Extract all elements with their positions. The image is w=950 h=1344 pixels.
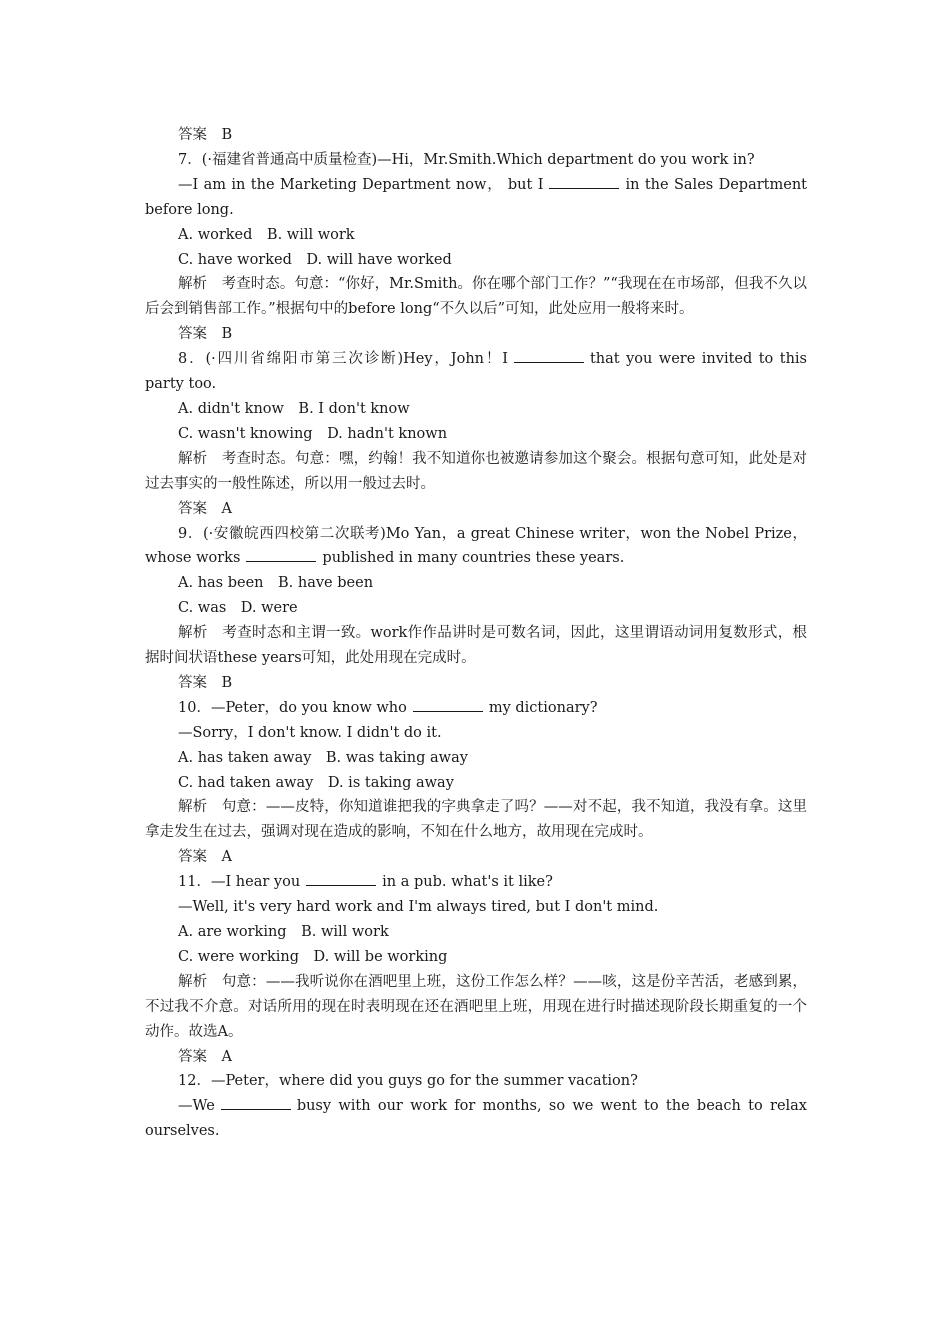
analysis-paragraph: 解析 句意：——皮特，你知道谁把我的字典拿走了吗？——对不起，我不知道，我没有拿。这里拿走发生在过去，强调对现在造成的影响，不知在什么地方，故用现在完成时。 xyxy=(145,799,807,841)
question-line xyxy=(145,173,807,223)
answer-blank xyxy=(549,176,619,189)
question-text: 12．—Peter，where did you guys go for the summer vacation? xyxy=(178,1073,638,1090)
answer-line: 答案 B xyxy=(178,674,233,691)
question-line xyxy=(145,870,807,895)
question-text-after-blank: in the Sales Department before long. xyxy=(145,176,807,218)
question-text: 10．—Peter，do you know who xyxy=(178,699,407,716)
question-text-after-blank: published in many countries these years. xyxy=(322,550,625,567)
question-line xyxy=(145,1094,807,1144)
exercise-content xyxy=(145,123,807,1144)
answer-blank xyxy=(246,549,316,562)
question-line xyxy=(145,522,807,572)
options-line: A. worked B. will work xyxy=(178,226,355,243)
question-line xyxy=(145,721,807,746)
options-line: C. have worked D. will have worked xyxy=(178,251,452,268)
question-text-after-blank: that you were invited to this party too. xyxy=(145,351,808,393)
options-line: C. wasn't knowing D. hadn't known xyxy=(178,425,448,442)
answer-line: 答案 A xyxy=(178,500,232,517)
question-line xyxy=(145,1069,807,1094)
options-line: C. was D. were xyxy=(178,600,298,617)
question-text: 7．(·福建省普通高中质量检查)—Hi，Mr.Smith.Which department do you work in? xyxy=(178,151,755,168)
question-line xyxy=(145,347,807,397)
analysis-paragraph: 解析 考查时态。句意：“你好，Mr.Smith。你在哪个部门工作？”“我现在在市场部，但我不久以后会到销售部工作。”根据句中的before long“不久以后”可知，此处应用一般将来时。 xyxy=(145,276,807,318)
answer-blank xyxy=(413,699,483,712)
answer-line: 答案 B xyxy=(178,326,233,343)
options-line: A. didn't know B. I don't know xyxy=(178,400,410,417)
answer-line: 答案 A xyxy=(178,849,232,866)
options-line: A. has been B. have been xyxy=(178,575,374,592)
answer-line: 答案 B xyxy=(178,127,233,143)
question-text: —I am in the Marketing Department now， but I xyxy=(178,176,544,193)
question-text-after-blank: busy with our work for months, so we went to the beach to relax ourselves. xyxy=(145,1098,807,1140)
question-line xyxy=(145,148,807,173)
analysis-paragraph: 解析 考查时态和主谓一致。work作作品讲时是可数名词，因此，这里谓语动词用复数形式，根据时间状语these years可知，此处用现在完成时。 xyxy=(145,625,807,667)
question-text: —Sorry，I don't know. I didn't do it. xyxy=(178,724,442,741)
options-line: C. were working D. will be working xyxy=(178,948,448,965)
answer-blank xyxy=(514,350,584,363)
question-text-after-blank: in a pub. what's it like? xyxy=(382,874,553,891)
answer-blank xyxy=(306,873,376,886)
question-line xyxy=(145,696,807,721)
question-line xyxy=(145,895,807,920)
analysis-paragraph: 解析 考查时态。句意：嘿，约翰！我不知道你也被邀请参加这个聚会。根据句意可知，此处是对过去事实的一般性陈述，所以用一般过去时。 xyxy=(145,450,807,492)
question-text: 8．(·四川省绵阳市第三次诊断)Hey，John！I xyxy=(178,351,508,368)
options-line: A. has taken away B. was taking away xyxy=(178,749,468,766)
question-text: —Well, it's very hard work and I'm always tired, but I don't mind. xyxy=(178,899,659,916)
analysis-paragraph: 解析 句意：——我听说你在酒吧里上班，这份工作怎么样？——咳，这是份辛苦活，老感到累，不过我不介意。对话所用的现在时表明现在还在酒吧里上班，用现在进行时描述现阶段长期重复的一个动作。故选A。 xyxy=(145,973,807,1040)
answer-blank xyxy=(221,1097,291,1110)
options-line: C. had taken away D. is taking away xyxy=(178,774,454,791)
question-text-after-blank: my dictionary? xyxy=(488,699,598,716)
question-text: 11．—I hear you xyxy=(178,874,301,891)
answer-line: 答案 A xyxy=(178,1048,232,1065)
question-text: 9．(·安徽皖西四校第二次联考)Mo Yan，a great Chinese writer，won the Nobel Prize，whose works xyxy=(145,525,807,567)
question-text: —We xyxy=(178,1098,215,1115)
options-line: A. are working B. will work xyxy=(178,924,389,940)
